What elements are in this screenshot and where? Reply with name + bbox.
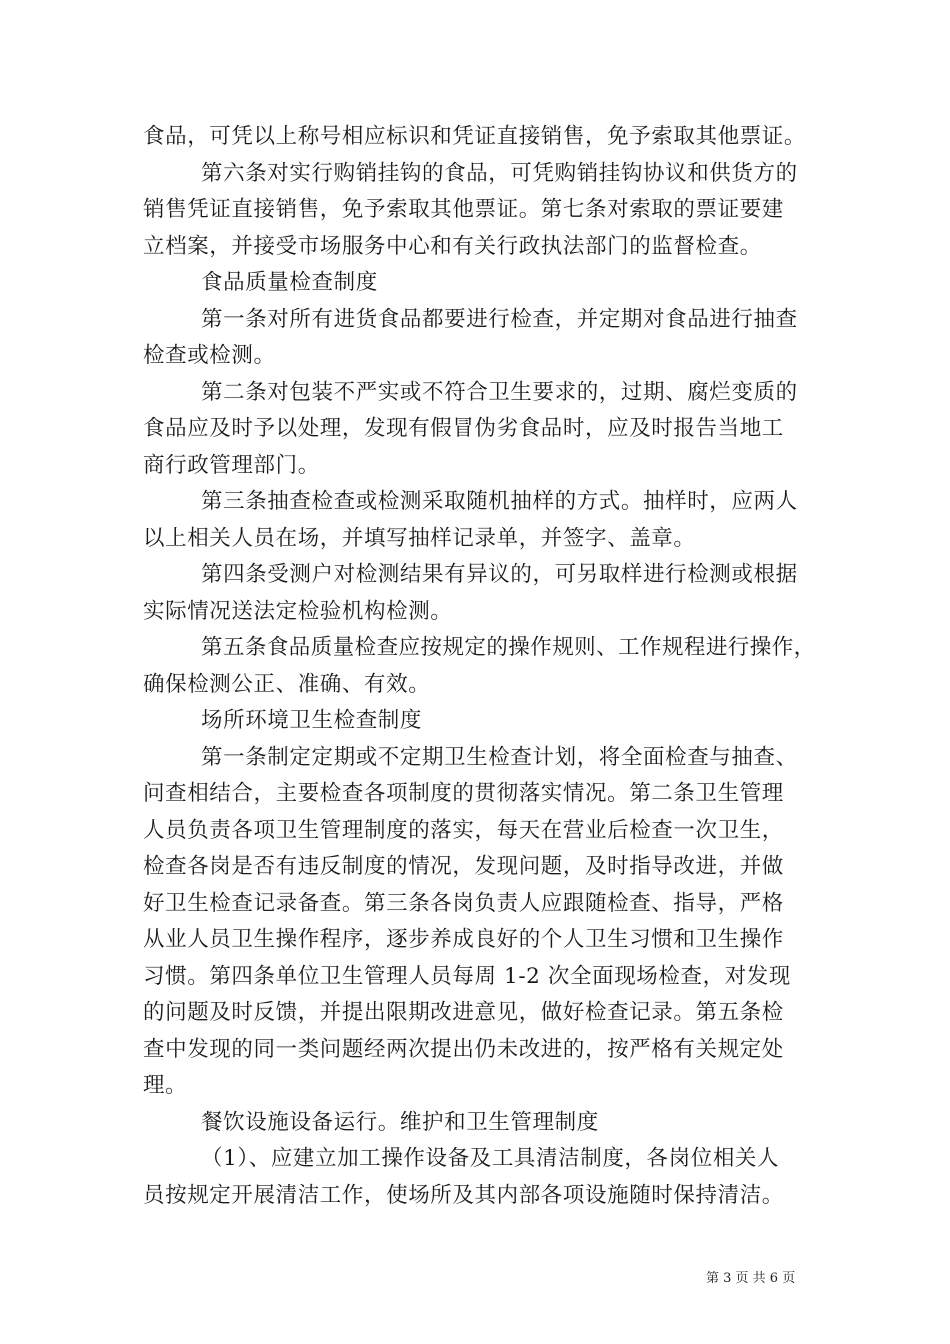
text-line: 习惯。第四条单位卫生管理人员每周 1-2 次全面现场检查，对发现: [143, 963, 791, 989]
text-line: 第五条食品质量检查应按规定的操作规则、工作规程进行操作，: [201, 635, 816, 660]
text-line: 第二条对包装不严实或不符合卫生要求的，过期、腐烂变质的: [201, 379, 798, 405]
text-line: 商行政管理部门。: [143, 452, 320, 478]
text-line: 好卫生检查记录备查。第三条各岗负责人应跟随检查、指导，严格: [143, 890, 784, 916]
section-heading: 食品质量检查制度: [201, 270, 378, 295]
text-line: 食品应及时予以处理，发现有假冒伪劣食品时，应及时报告当地工: [143, 416, 784, 441]
section-heading: 餐饮设施设备运行。维护和卫生管理制度: [201, 1109, 599, 1135]
text-line: 员按规定开展清洁工作，使场所及其内部各项设施随时保持清洁。: [143, 1182, 784, 1208]
text-line: （1）、应建立加工操作设备及工具清洁制度，各岗位相关人: [201, 1146, 780, 1171]
text-line: 第六条对实行购销挂钩的食品，可凭购销挂钩协议和供货方的: [201, 160, 798, 186]
text-line: 立档案，并接受市场服务中心和有关行政执法部门的监督检查。: [143, 233, 762, 259]
text-line: 查中发现的同一类问题经两次提出仍未改进的，按严格有关规定处: [143, 1036, 784, 1062]
text-line: 确保检测公正、准确、有效。: [143, 671, 431, 697]
text-line: 从业人员卫生操作程序，逐步养成良好的个人卫生习惯和卫生操作: [143, 927, 784, 952]
text-line: 检查或检测。: [143, 343, 276, 368]
text-line: 以上相关人员在场，并填写抽样记录单，并签字、盖章。: [143, 525, 696, 551]
text-line: 理。: [143, 1073, 188, 1098]
text-line: 检查各岗是否有违反制度的情况，发现问题，及时指导改进，并做: [143, 854, 784, 879]
text-line: 人员负责各项卫生管理制度的落实，每天在营业后检查一次卫生，: [143, 817, 784, 843]
text-line: 第三条抽查检查或检测采取随机抽样的方式。抽样时，应两人: [201, 489, 798, 514]
text-line: 的问题及时反馈，并提出限期改进意见，做好检查记录。第五条检: [143, 1000, 784, 1025]
section-heading: 场所环境卫生检查制度: [201, 708, 423, 733]
text-line: 第四条受测户对检测结果有异议的，可另取样进行检测或根据: [201, 562, 798, 587]
text-line: 实际情况送法定检验机构检测。: [143, 598, 453, 624]
page-number-footer: 第 3 页 共 6 页: [706, 1271, 796, 1286]
text-line: 第一条对所有进货食品都要进行检查，并定期对食品进行抽查: [201, 306, 798, 332]
text-line: 食品，可凭以上称号相应标识和凭证直接销售，免予索取其他票证。: [143, 124, 807, 149]
document-body: [143, 119, 816, 1214]
text-line: 销售凭证直接销售，免予索取其他票证。第七条对索取的票证要建: [143, 197, 784, 222]
text-line: 第一条制定定期或不定期卫生检查计划，将全面检查与抽查、: [201, 744, 798, 770]
text-line: 问查相结合，主要检查各项制度的贯彻落实情况。第二条卫生管理: [143, 781, 784, 806]
